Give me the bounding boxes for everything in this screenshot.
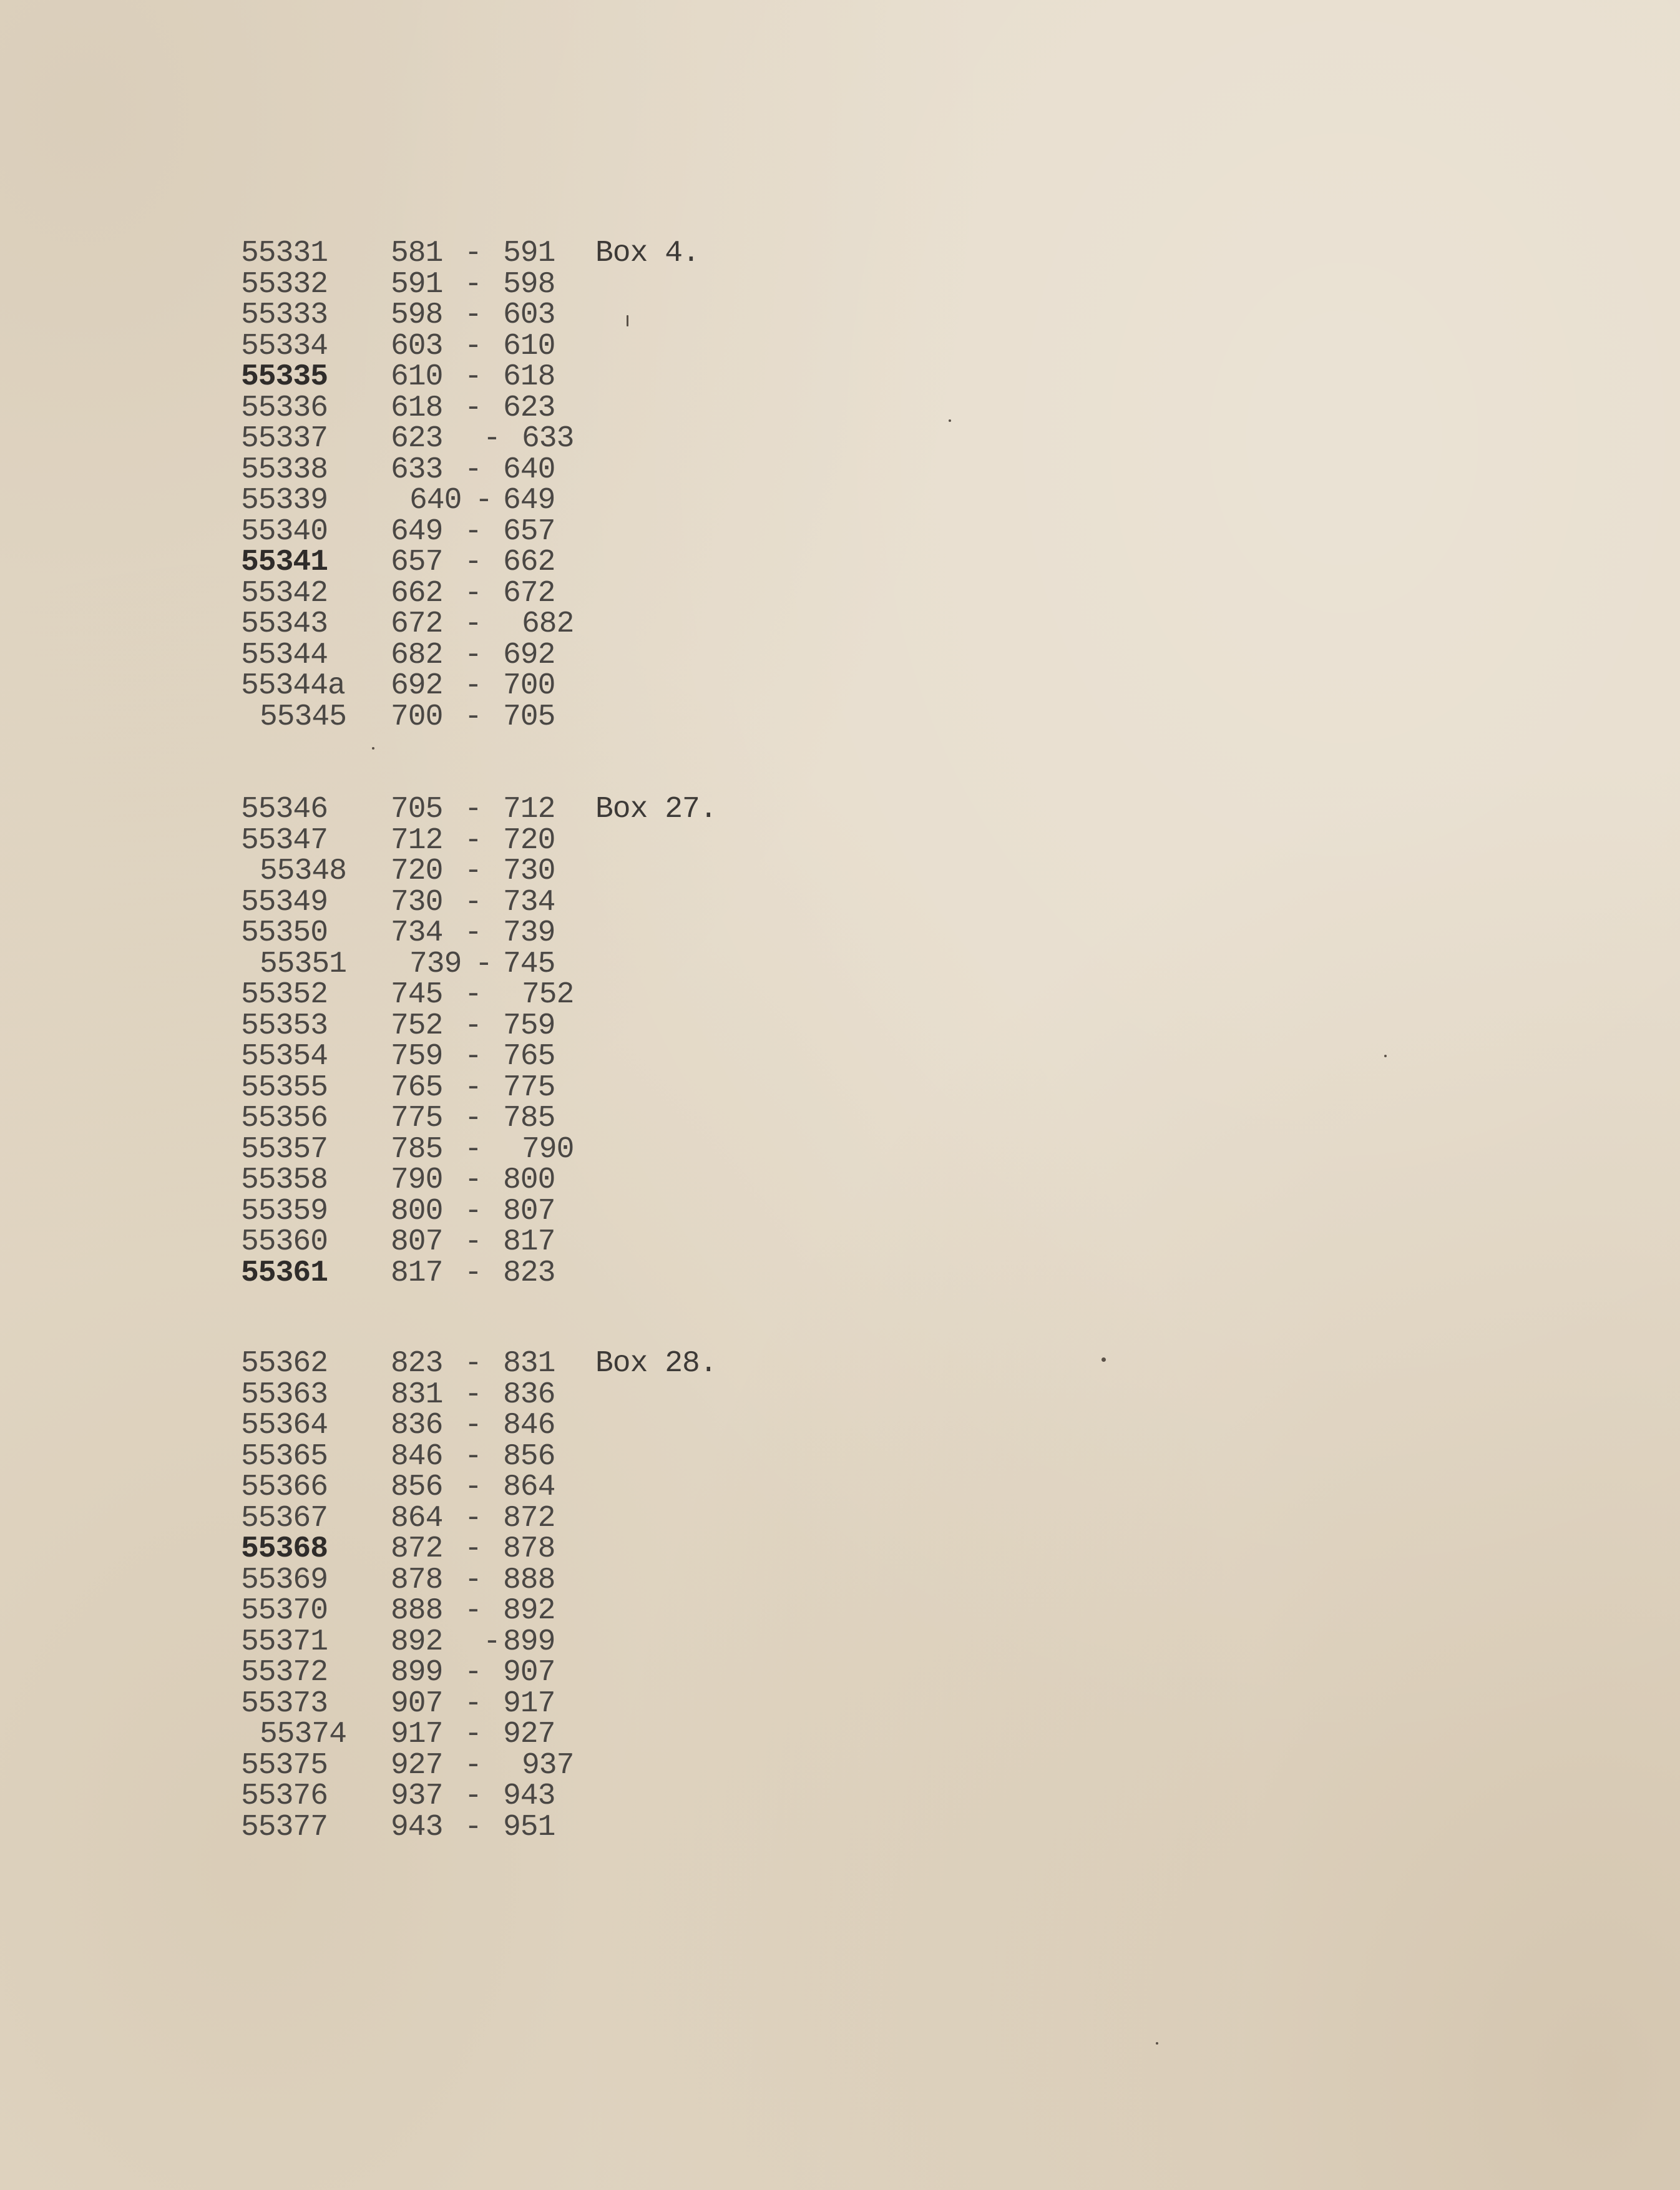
range-start: 739 xyxy=(409,947,462,981)
range-end: 864 xyxy=(503,1470,555,1504)
item-number: 55353 xyxy=(241,1009,328,1043)
range-separator: - xyxy=(464,1810,482,1844)
range-separator: - xyxy=(464,1377,482,1412)
range-end: 730 xyxy=(503,854,555,888)
range-separator: - xyxy=(464,823,482,858)
range-start: 759 xyxy=(391,1040,443,1073)
range-end: 598 xyxy=(503,267,555,301)
range-start: 623 xyxy=(391,422,443,456)
item-number: 55366 xyxy=(241,1470,328,1504)
item-number: 55337 xyxy=(241,422,328,456)
range-end: 657 xyxy=(503,514,555,549)
range-separator: - xyxy=(464,978,482,1012)
range-separator: - xyxy=(464,916,482,950)
range-separator: - xyxy=(464,391,482,425)
range-start: 640 xyxy=(409,484,462,517)
item-number: 55377 xyxy=(241,1810,328,1844)
item-number: 55368 xyxy=(241,1532,328,1566)
range-separator: - xyxy=(464,1594,482,1628)
range-end: 892 xyxy=(503,1594,555,1628)
item-number: 55332 xyxy=(241,267,328,301)
range-separator: - xyxy=(464,1409,482,1442)
range-end: 846 xyxy=(503,1409,555,1442)
item-number: 55375 xyxy=(241,1748,328,1782)
item-number: 55346 xyxy=(241,793,328,826)
range-separator: - xyxy=(464,1470,482,1504)
range-start: 775 xyxy=(391,1102,443,1135)
range-start: 856 xyxy=(391,1470,443,1504)
paper-speck xyxy=(1384,1055,1387,1057)
range-separator: - xyxy=(464,1563,482,1597)
item-number: 55365 xyxy=(241,1439,328,1474)
range-separator: - xyxy=(464,854,482,888)
range-end: 682 xyxy=(522,607,574,641)
item-number: 55356 xyxy=(241,1102,328,1135)
paper-speck xyxy=(627,315,628,326)
item-number: 55342 xyxy=(241,576,328,610)
range-separator: - xyxy=(464,237,482,270)
range-separator: - xyxy=(464,1009,482,1043)
range-separator: - xyxy=(464,1256,482,1290)
range-end: 662 xyxy=(503,545,555,579)
range-start: 712 xyxy=(391,823,443,858)
range-end: 633 xyxy=(522,422,574,456)
range-start: 618 xyxy=(391,391,443,425)
range-end: 623 xyxy=(503,391,555,425)
range-start: 649 xyxy=(391,514,443,549)
range-start: 943 xyxy=(391,1810,443,1844)
range-end: 899 xyxy=(503,1625,555,1659)
item-number: 55367 xyxy=(241,1501,328,1535)
item-number: 55343 xyxy=(241,607,328,641)
range-start: 720 xyxy=(391,854,443,888)
range-start: 581 xyxy=(391,237,443,270)
item-number: 55347 xyxy=(241,823,328,858)
item-number: 55369 xyxy=(241,1563,328,1597)
range-separator: - xyxy=(464,545,482,579)
range-end: 888 xyxy=(503,1563,555,1597)
range-start: 790 xyxy=(391,1163,443,1197)
item-number: 55334 xyxy=(241,329,328,363)
range-end: 856 xyxy=(503,1439,555,1474)
item-number: 55335 xyxy=(241,360,328,394)
item-number: 55361 xyxy=(241,1256,328,1290)
range-start: 662 xyxy=(391,576,443,610)
range-end: 640 xyxy=(503,452,555,487)
range-end: 823 xyxy=(503,1256,555,1290)
range-separator: - xyxy=(464,360,482,394)
range-end: 720 xyxy=(503,823,555,858)
item-number: 55333 xyxy=(241,298,328,332)
range-end: 917 xyxy=(503,1686,555,1721)
range-separator: - xyxy=(464,1132,482,1166)
range-separator: - xyxy=(464,638,482,672)
range-separator: - xyxy=(464,1686,482,1721)
range-separator: - xyxy=(464,267,482,301)
item-number: 55344a xyxy=(241,669,345,703)
range-end: 951 xyxy=(503,1810,555,1844)
item-number: 55338 xyxy=(241,452,328,487)
range-start: 864 xyxy=(391,1501,443,1535)
range-end: 591 xyxy=(503,237,555,270)
item-number: 55370 xyxy=(241,1594,328,1628)
range-separator: - xyxy=(475,484,492,517)
item-number: 55339 xyxy=(241,484,328,517)
range-start: 878 xyxy=(391,1563,443,1597)
range-separator: - xyxy=(464,1163,482,1197)
range-start: 892 xyxy=(391,1625,443,1659)
paper-speck xyxy=(949,419,951,422)
range-start: 888 xyxy=(391,1594,443,1628)
range-separator: - xyxy=(464,1225,482,1259)
box-label: Box 28. xyxy=(595,1347,717,1381)
item-number: 55360 xyxy=(241,1225,328,1259)
range-separator: - xyxy=(464,700,482,734)
range-start: 752 xyxy=(391,1009,443,1043)
range-end: 807 xyxy=(503,1194,555,1228)
range-separator: - xyxy=(464,793,482,826)
range-end: 603 xyxy=(503,298,555,332)
range-separator: - xyxy=(464,452,482,487)
range-separator: - xyxy=(464,298,482,332)
item-number: 55358 xyxy=(241,1163,328,1197)
range-start: 785 xyxy=(391,1132,443,1166)
item-number: 55362 xyxy=(241,1347,328,1381)
item-number: 55364 xyxy=(241,1409,328,1442)
range-separator: - xyxy=(464,1532,482,1566)
range-start: 907 xyxy=(391,1686,443,1721)
range-start: 823 xyxy=(391,1347,443,1381)
box-label: Box 27. xyxy=(595,793,717,826)
range-start: 734 xyxy=(391,916,443,950)
range-separator: - xyxy=(464,576,482,610)
range-separator: - xyxy=(464,1070,482,1105)
range-start: 730 xyxy=(391,885,443,919)
range-end: 765 xyxy=(503,1040,555,1073)
range-start: 927 xyxy=(391,1748,443,1782)
range-end: 745 xyxy=(503,947,555,981)
range-end: 752 xyxy=(522,978,574,1012)
range-separator: - xyxy=(464,1040,482,1073)
range-end: 705 xyxy=(503,700,555,734)
range-start: 872 xyxy=(391,1532,443,1566)
range-end: 907 xyxy=(503,1656,555,1689)
range-end: 817 xyxy=(503,1225,555,1259)
item-number: 55363 xyxy=(241,1377,328,1412)
range-start: 765 xyxy=(391,1070,443,1105)
range-start: 705 xyxy=(391,793,443,826)
range-end: 672 xyxy=(503,576,555,610)
range-end: 800 xyxy=(503,1163,555,1197)
range-start: 937 xyxy=(391,1779,443,1813)
paper-speck xyxy=(1101,1357,1106,1362)
range-start: 817 xyxy=(391,1256,443,1290)
range-end: 692 xyxy=(503,638,555,672)
range-end: 775 xyxy=(503,1070,555,1105)
range-start: 657 xyxy=(391,545,443,579)
range-separator: - xyxy=(464,1718,482,1751)
item-number: 55336 xyxy=(241,391,328,425)
range-start: 633 xyxy=(391,452,443,487)
item-number: 55376 xyxy=(241,1779,328,1813)
range-end: 790 xyxy=(522,1132,574,1166)
range-end: 700 xyxy=(503,669,555,703)
range-end: 739 xyxy=(503,916,555,950)
range-start: 591 xyxy=(391,267,443,301)
range-start: 700 xyxy=(391,700,443,734)
range-end: 785 xyxy=(503,1102,555,1135)
range-end: 734 xyxy=(503,885,555,919)
range-end: 872 xyxy=(503,1501,555,1535)
paper-speck xyxy=(372,747,374,750)
item-number: 55344 xyxy=(241,638,328,672)
range-start: 598 xyxy=(391,298,443,332)
item-number: 55331 xyxy=(241,237,328,270)
range-end: 943 xyxy=(503,1779,555,1813)
range-end: 712 xyxy=(503,793,555,826)
range-end: 927 xyxy=(503,1718,555,1751)
range-end: 610 xyxy=(503,329,555,363)
item-number: 55348 xyxy=(260,854,347,888)
item-number: 55374 xyxy=(260,1718,347,1751)
item-number: 55341 xyxy=(241,545,328,579)
range-start: 672 xyxy=(391,607,443,641)
range-end: 759 xyxy=(503,1009,555,1043)
item-number: 55352 xyxy=(241,978,328,1012)
item-number: 55372 xyxy=(241,1656,328,1689)
range-separator: - xyxy=(464,1347,482,1381)
range-separator: - xyxy=(464,1439,482,1474)
paper-speck xyxy=(1156,2042,1158,2045)
range-separator: - xyxy=(464,885,482,919)
range-separator: - xyxy=(464,1656,482,1689)
item-number: 55345 xyxy=(260,700,347,734)
item-number: 55350 xyxy=(241,916,328,950)
range-separator: - xyxy=(464,669,482,703)
item-number: 55355 xyxy=(241,1070,328,1105)
range-start: 807 xyxy=(391,1225,443,1259)
item-number: 55349 xyxy=(241,885,328,919)
range-separator: - xyxy=(464,329,482,363)
range-separator: - xyxy=(464,1194,482,1228)
range-separator: - xyxy=(464,1748,482,1782)
range-separator: - xyxy=(483,1625,501,1659)
range-end: 937 xyxy=(522,1748,574,1782)
range-separator: - xyxy=(464,514,482,549)
range-start: 745 xyxy=(391,978,443,1012)
box-label: Box 4. xyxy=(595,237,700,270)
range-end: 618 xyxy=(503,360,555,394)
range-separator: - xyxy=(464,1779,482,1813)
range-start: 846 xyxy=(391,1439,443,1474)
range-separator: - xyxy=(483,422,501,456)
range-end: 831 xyxy=(503,1347,555,1381)
range-separator: - xyxy=(464,607,482,641)
item-number: 55351 xyxy=(260,947,347,981)
range-end: 878 xyxy=(503,1532,555,1566)
range-start: 692 xyxy=(391,669,443,703)
range-start: 603 xyxy=(391,329,443,363)
range-separator: - xyxy=(475,947,492,981)
item-number: 55354 xyxy=(241,1040,328,1073)
range-start: 831 xyxy=(391,1377,443,1412)
item-number: 55357 xyxy=(241,1132,328,1166)
range-start: 610 xyxy=(391,360,443,394)
range-separator: - xyxy=(464,1102,482,1135)
item-number: 55373 xyxy=(241,1686,328,1721)
item-number: 55340 xyxy=(241,514,328,549)
range-start: 682 xyxy=(391,638,443,672)
range-start: 800 xyxy=(391,1194,443,1228)
item-number: 55359 xyxy=(241,1194,328,1228)
range-start: 899 xyxy=(391,1656,443,1689)
item-number: 55371 xyxy=(241,1625,328,1659)
range-end: 649 xyxy=(503,484,555,517)
range-end: 836 xyxy=(503,1377,555,1412)
range-start: 836 xyxy=(391,1409,443,1442)
range-separator: - xyxy=(464,1501,482,1535)
range-start: 917 xyxy=(391,1718,443,1751)
